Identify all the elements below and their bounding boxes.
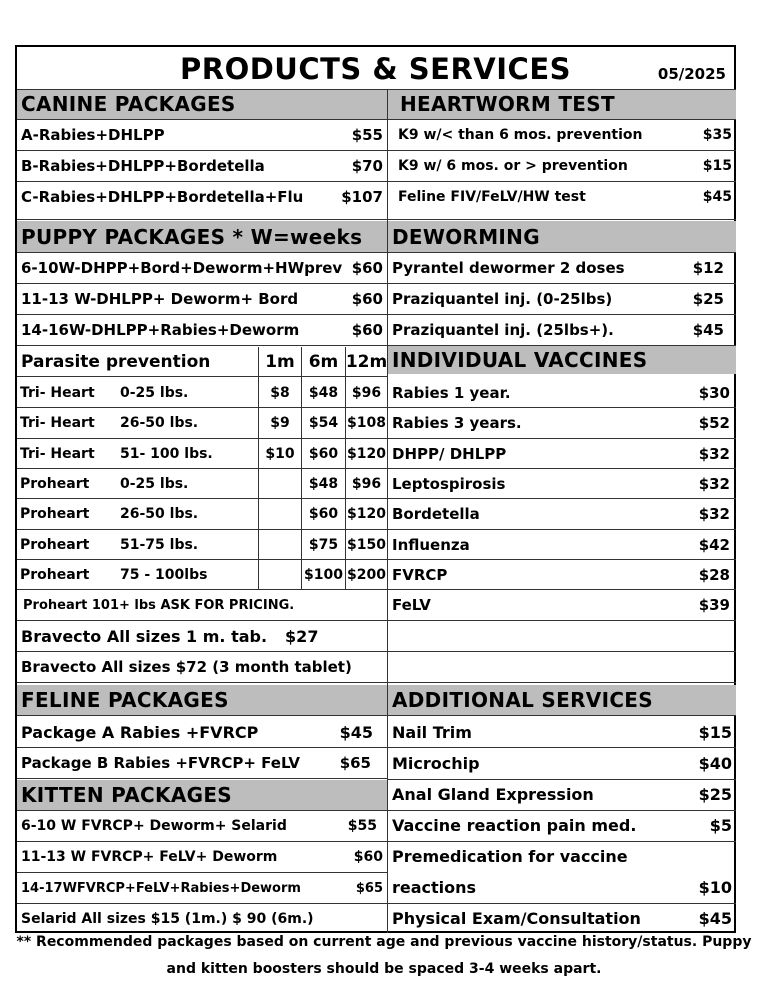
price-sheet xyxy=(15,45,736,933)
vaccine-name: Rabies 3 years. xyxy=(392,414,522,433)
parasite-weight-range: 75 - 100lbs xyxy=(120,566,208,583)
price-1m: $8 xyxy=(270,385,290,401)
heartworm-feline: Feline FIV/FeLV/HW test $45 xyxy=(398,189,732,205)
row-divider xyxy=(17,715,736,716)
footnote: ** Recommended packages based on current age and previous vaccine history/status. Puppy and kitten boosters should be spaced 3-4 weeks apart. xyxy=(16,934,752,977)
vaccine-name: Influenza xyxy=(392,535,470,554)
parasite-product-name: Tri- Heart xyxy=(20,445,95,462)
service-price: $15 xyxy=(698,722,732,742)
additional-service-row xyxy=(388,810,736,840)
service-name: Physical Exam/Consultation xyxy=(392,908,641,928)
deworming-header: DEWORMING xyxy=(388,221,736,252)
row-divider xyxy=(17,620,736,621)
row-divider xyxy=(17,498,736,499)
row-divider xyxy=(17,438,736,439)
vaccine-name: Leptospirosis xyxy=(392,474,506,493)
row-divider xyxy=(17,589,736,590)
row-divider xyxy=(17,150,736,151)
row-divider xyxy=(17,559,736,560)
price-1m xyxy=(259,560,301,590)
heartworm-k9-less-6: K9 w/< than 6 mos. prevention $35 xyxy=(398,127,732,143)
price-12m: $108 xyxy=(347,415,386,432)
row-divider xyxy=(17,314,736,315)
kitten-package-1: 6-10 W FVRCP+ Deworm+ Selarid $55 xyxy=(21,818,377,834)
parasite-weight-range: 51-75 lbs. xyxy=(120,536,199,553)
deworming-pyrantel: Pyrantel dewormer 2 doses $12 xyxy=(392,259,724,277)
feline-package-b: Package B Rabies +FVRCP+ FeLV $65 xyxy=(21,754,371,772)
vaccine-row xyxy=(388,590,736,620)
row-divider xyxy=(388,810,736,811)
row-divider xyxy=(17,252,736,253)
puppy-packages-header: PUPPY PACKAGES * W=weeks xyxy=(17,221,387,252)
vaccine-price: $32 xyxy=(698,474,730,493)
row-divider xyxy=(17,119,736,120)
col-6m-header: 6m xyxy=(308,352,339,372)
bravecto-1m: Bravecto All sizes 1 m. tab. $27 xyxy=(21,626,319,646)
vaccine-price: $42 xyxy=(698,535,730,554)
row-divider xyxy=(17,376,387,377)
vaccine-price: $32 xyxy=(698,444,730,463)
parasite-product-name: Tri- Heart xyxy=(20,415,95,432)
parasite-weight-range: 26-50 lbs. xyxy=(120,506,199,523)
vaccine-price: $32 xyxy=(698,505,730,524)
price-1m: $9 xyxy=(270,415,290,432)
feline-package-a: Package A Rabies +FVRCP $45 xyxy=(21,722,373,742)
puppy-package-1: 6-10W-DHPP+Bord+Deworm+HWprev $60 xyxy=(21,259,383,277)
service-name: Nail Trim xyxy=(392,722,472,742)
vaccine-price: $52 xyxy=(698,414,730,433)
price-12m: $120 xyxy=(347,506,386,523)
parasite-product-name: Tri- Heart xyxy=(20,385,95,401)
deworming-praziquantel-small: Praziquantel inj. (0-25lbs) $25 xyxy=(392,290,724,308)
parasite-weight-range: 0-25 lbs. xyxy=(120,475,189,492)
price-1m xyxy=(259,469,301,499)
price-12m: $96 xyxy=(351,385,382,401)
service-price: $40 xyxy=(698,753,732,773)
price-1m: $10 xyxy=(265,445,295,462)
row-divider xyxy=(17,778,387,779)
row-divider xyxy=(388,841,736,842)
row-divider xyxy=(388,903,736,904)
parasite-weight-range: 0-25 lbs. xyxy=(120,385,189,401)
row-divider xyxy=(17,468,736,469)
price-6m: $100 xyxy=(304,566,343,583)
service-name: Premedication for vaccine xyxy=(392,846,628,866)
service-name: Vaccine reaction pain med. xyxy=(392,815,637,835)
additional-service-row xyxy=(388,779,736,809)
price-6m: $48 xyxy=(308,385,339,401)
price-12m: $96 xyxy=(351,475,382,492)
row-divider xyxy=(17,345,736,346)
additional-service-row xyxy=(388,717,736,747)
vaccine-row xyxy=(388,499,736,529)
price-6m: $48 xyxy=(308,475,339,492)
parasite-product-name: Proheart xyxy=(20,506,90,523)
price-6m: $60 xyxy=(308,506,339,523)
vaccine-row xyxy=(388,530,736,560)
date-label: 05/2025 xyxy=(657,65,726,83)
row-divider xyxy=(17,407,736,408)
additional-services-header: ADDITIONAL SERVICES xyxy=(388,685,736,715)
row-divider xyxy=(17,529,736,530)
price-1m xyxy=(259,530,301,560)
page-title: PRODUCTS & SERVICES xyxy=(179,52,572,86)
price-6m: $60 xyxy=(308,445,339,462)
parasite-product-name: Proheart xyxy=(20,475,90,492)
parasite-product-name: Proheart xyxy=(20,566,90,583)
feline-packages-header: FELINE PACKAGES xyxy=(17,685,387,715)
row-divider xyxy=(17,219,736,220)
row-divider xyxy=(17,872,387,873)
service-price: $5 xyxy=(709,815,732,835)
kitten-package-3: 14-17WFVRCP+FeLV+Rabies+Deworm $65 xyxy=(21,880,383,896)
vaccine-row xyxy=(388,439,736,469)
puppy-package-2: 11-13 W-DHLPP+ Deworm+ Bord $60 xyxy=(21,290,383,308)
vaccine-row xyxy=(388,408,736,438)
service-price: $10 xyxy=(698,877,732,897)
canine-packages-header: CANINE PACKAGES xyxy=(17,89,387,119)
price-12m: $200 xyxy=(347,566,386,583)
puppy-package-3: 14-16W-DHLPP+Rabies+Deworm $60 xyxy=(21,321,383,339)
row-divider xyxy=(388,779,736,780)
service-name: Microchip xyxy=(392,753,480,773)
canine-package-b: B-Rabies+DHLPP+Bordetella $70 xyxy=(21,157,383,175)
vaccine-row xyxy=(388,378,736,408)
additional-service-row xyxy=(388,748,736,778)
price-6m: $75 xyxy=(308,536,339,553)
price-12m: $150 xyxy=(347,536,386,553)
deworming-praziquantel-large: Praziquantel inj. (25lbs+). $45 xyxy=(392,321,724,339)
parasite-weight-range: 51- 100 lbs. xyxy=(120,445,213,462)
price-1m xyxy=(259,499,301,529)
vaccine-name: Rabies 1 year. xyxy=(392,384,511,402)
col-12m-header: 12m xyxy=(346,352,387,372)
service-price: $25 xyxy=(698,784,732,804)
service-price: $45 xyxy=(698,908,732,928)
row-divider xyxy=(17,283,736,284)
vaccine-row xyxy=(388,560,736,590)
row-divider xyxy=(17,682,736,683)
vaccine-price: $28 xyxy=(698,565,730,584)
selarid-row: Selarid All sizes $15 (1m.) $ 90 (6m.) xyxy=(21,910,314,927)
row-divider xyxy=(17,903,387,904)
price-12m: $120 xyxy=(347,445,386,462)
canine-package-a: A-Rabies+DHLPP $55 xyxy=(21,126,383,144)
individual-vaccines-header: INDIVIDUAL VACCINES xyxy=(388,346,736,374)
kitten-packages-header: KITTEN PACKAGES xyxy=(17,780,387,810)
col-1m-header: 1m xyxy=(265,352,295,372)
kitten-package-2: 11-13 W FVRCP+ FeLV+ Deworm $60 xyxy=(21,849,383,865)
service-name: reactions xyxy=(392,877,477,897)
heartworm-k9-6-plus: K9 w/ 6 mos. or > prevention $15 xyxy=(398,158,732,174)
vaccine-name: FVRCP xyxy=(392,565,448,584)
heartworm-test-header: HEARTWORM TEST xyxy=(388,89,736,119)
parasite-product-name: Proheart xyxy=(20,536,90,553)
row-divider xyxy=(17,841,387,842)
vaccine-price: $39 xyxy=(698,596,730,615)
row-divider xyxy=(17,181,736,182)
additional-service-row xyxy=(388,872,736,902)
row-divider xyxy=(17,651,736,652)
parasite-weight-range: 26-50 lbs. xyxy=(120,415,199,432)
row-divider xyxy=(17,89,736,90)
vaccine-row xyxy=(388,469,736,499)
bravecto-3m: Bravecto All sizes $72 (3 month tablet) xyxy=(21,658,352,676)
proheart-note: Proheart 101+ lbs ASK FOR PRICING. xyxy=(23,597,295,613)
vaccine-name: DHPP/ DHLPP xyxy=(392,444,507,463)
vaccine-price: $30 xyxy=(698,384,730,402)
row-divider xyxy=(17,747,736,748)
additional-service-row xyxy=(388,841,736,871)
service-name: Anal Gland Expression xyxy=(392,784,594,804)
vaccine-name: FeLV xyxy=(392,596,431,615)
vaccine-name: Bordetella xyxy=(392,505,480,524)
row-divider xyxy=(17,810,387,811)
parasite-prevention-header: Parasite prevention xyxy=(21,352,211,372)
canine-package-c: C-Rabies+DHLPP+Bordetella+Flu $107 xyxy=(21,188,383,206)
price-6m: $54 xyxy=(308,415,339,432)
